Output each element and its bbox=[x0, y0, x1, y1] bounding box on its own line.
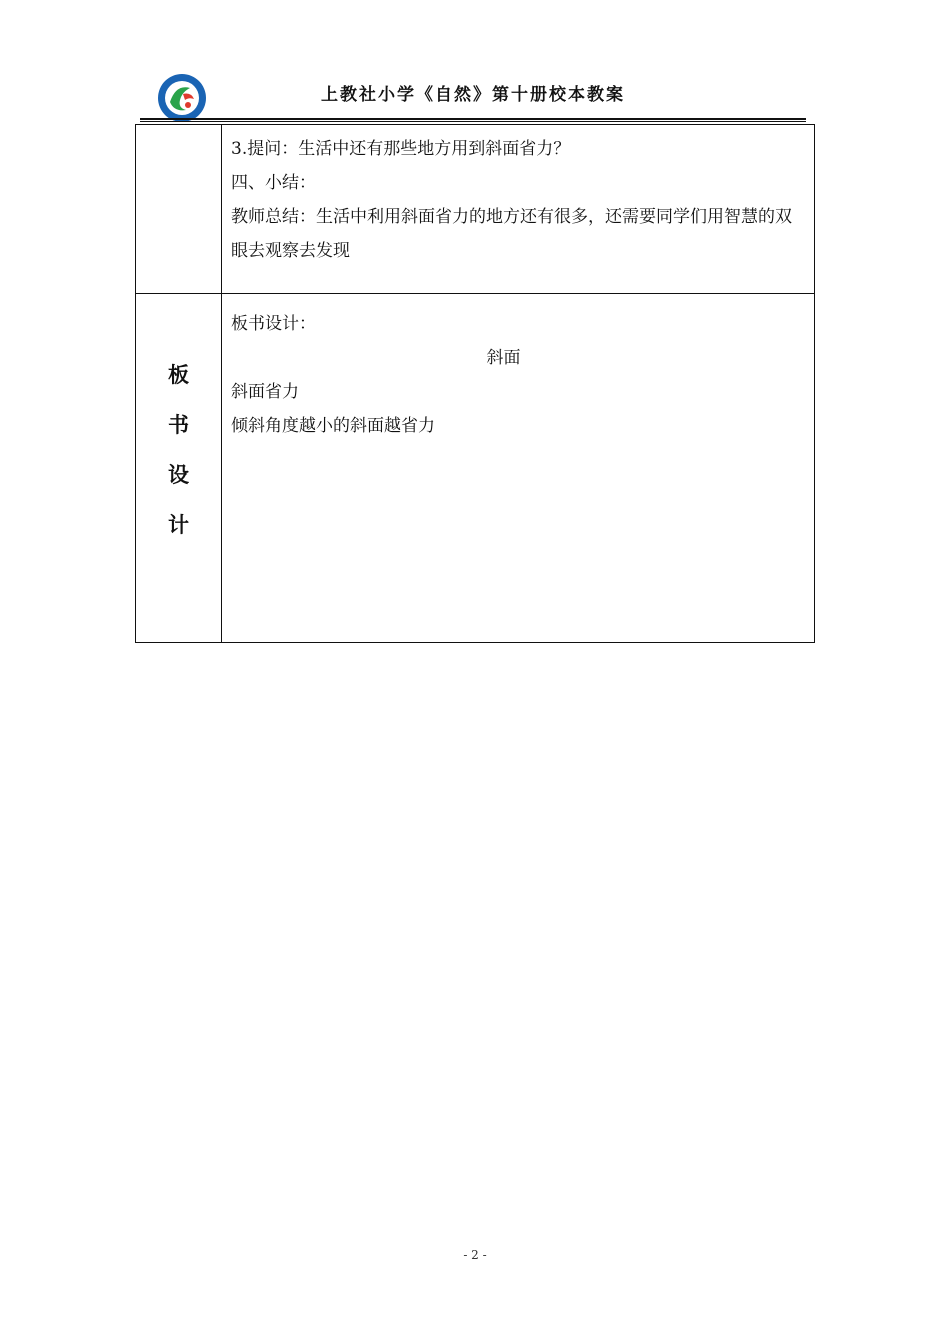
row-label-cell bbox=[136, 294, 222, 642]
board-center-title: 斜面 bbox=[486, 348, 521, 368]
row-content-cell bbox=[222, 125, 814, 293]
header-title: 上教社小学《自然》第十册校本教案 bbox=[321, 85, 625, 105]
label-char: 板 bbox=[168, 363, 189, 387]
label-char: 计 bbox=[168, 513, 189, 537]
page-header bbox=[140, 66, 806, 122]
board-line: 斜面省力 bbox=[231, 382, 299, 402]
question-line: 3.提问：生活中还有那些地方用到斜面省力？ bbox=[231, 139, 571, 159]
table-row bbox=[136, 125, 814, 293]
teacher-summary: 教师总结：生活中利用斜面省力的地方还有很多，还需要同学们用智慧的双眼去观察去发现 bbox=[231, 207, 792, 261]
board-design-heading: 板书设计： bbox=[231, 314, 316, 334]
lesson-table bbox=[135, 124, 815, 643]
row-content-cell bbox=[222, 294, 814, 642]
summary-heading: 四、小结： bbox=[231, 173, 316, 193]
label-char: 书 bbox=[168, 413, 189, 437]
row-label-cell bbox=[136, 125, 222, 293]
page-number: - 2 - bbox=[463, 1248, 487, 1262]
board-design-label bbox=[136, 350, 221, 550]
header-rule-thin bbox=[140, 121, 806, 122]
table-row bbox=[136, 293, 814, 642]
header-rule-thick bbox=[140, 118, 806, 120]
board-line: 倾斜角度越小的斜面越省力 bbox=[231, 416, 435, 436]
label-char: 设 bbox=[168, 463, 189, 487]
